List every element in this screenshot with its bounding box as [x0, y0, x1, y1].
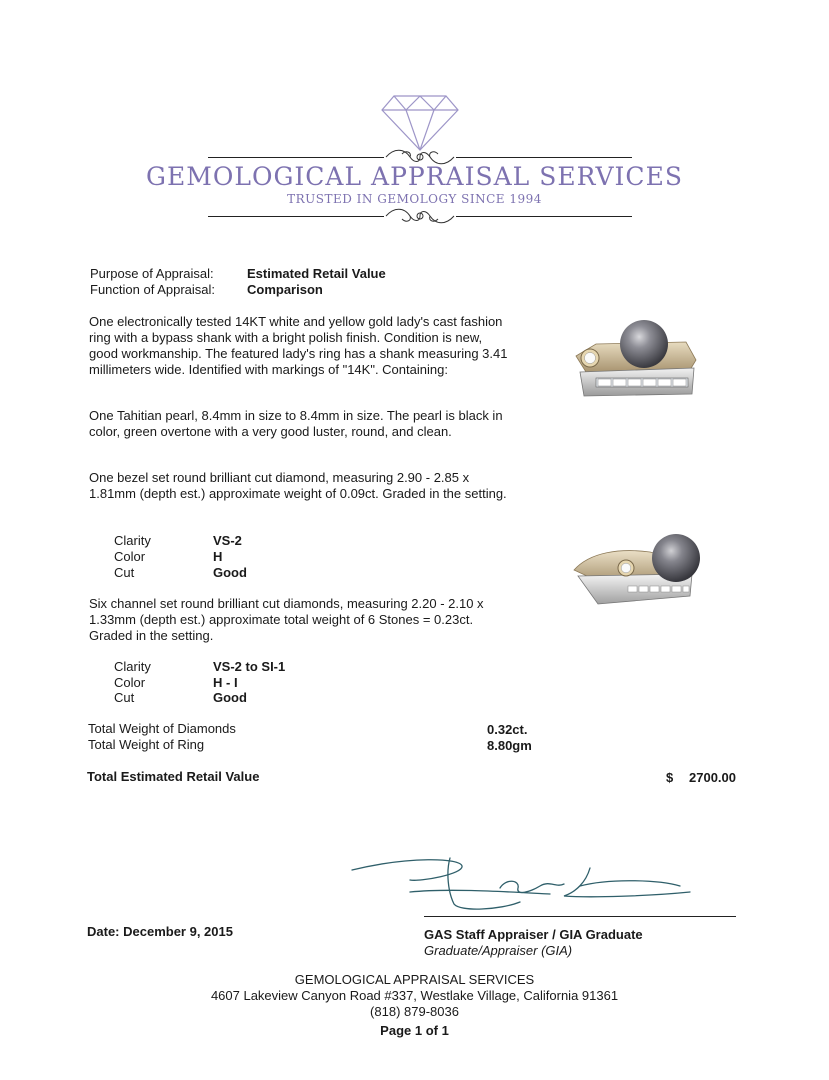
header-rule-top-left: [208, 157, 384, 158]
ring-photo-front: [566, 316, 706, 406]
purpose-label: Purpose of Appraisal:: [90, 266, 214, 281]
grade1-color-value: H: [213, 549, 223, 564]
diamond-outline-icon: [380, 92, 460, 152]
total-ring-value: 8.80gm: [487, 738, 532, 753]
grade2-cut-label: Cut: [114, 690, 135, 705]
pearl-description: One Tahitian pearl, 8.4mm in size to 8.4mm in size. The pearl is black in color, green overtone with a very good luster, round, and clean.: [89, 408, 503, 439]
diamond2-description: Six channel set round brilliant cut diamonds, measuring 2.20 - 2.10 x 1.33mm (depth est.) approximate total weight of 6 Stones = 0.23ct. Graded in the setting.: [89, 596, 484, 643]
grade1-cut-value: Good: [213, 565, 247, 580]
grade1-clarity-label: Clarity: [114, 533, 151, 548]
signature-line: [424, 916, 736, 917]
purpose-value: Estimated Retail Value: [247, 266, 386, 281]
grade2-cut-value: Good: [213, 690, 247, 705]
total-retail-label: Total Estimated Retail Value: [87, 769, 260, 784]
footer-company: GEMOLOGICAL APPRAISAL SERVICES: [294, 972, 535, 987]
grade1-color-label: Color: [114, 549, 146, 564]
header-rule-top-right: [456, 157, 632, 158]
header-rule-bottom-right: [456, 216, 632, 217]
footer-address: 4607 Lakeview Canyon Road #337, Westlake Village, California 91361: [210, 988, 619, 1003]
flourish-bottom-icon: [384, 205, 456, 227]
company-name: GEMOLOGICAL APPRAISAL SERVICES: [146, 162, 683, 191]
function-value: Comparison: [247, 282, 323, 297]
function-label: Function of Appraisal:: [90, 282, 216, 297]
ring-photo-angle: [570, 530, 710, 610]
appraiser-subtitle: Graduate/Appraiser (GIA): [424, 943, 573, 958]
company-tagline: TRUSTED IN GEMOLOGY SINCE 1994: [287, 192, 542, 206]
footer-phone: (818) 879-8036: [370, 1004, 459, 1019]
total-ring-label: Total Weight of Ring: [88, 737, 205, 752]
grade2-clarity-label: Clarity: [114, 659, 151, 674]
ring-description: One electronically tested 14KT white and yellow gold lady's cast fashion ring with a bypass shank with a bright polish finish. Condition is new, good workmanship. The featured lady's ring has a shank measuring 3.41 millimeters wide. Identified with markings of "14K". Containing:: [89, 314, 508, 377]
grade2-clarity-value: VS-2 to SI-1: [213, 659, 286, 674]
retail-value: 2700.00: [689, 770, 736, 785]
total-diamonds-label: Total Weight of Diamonds: [88, 721, 236, 736]
grade1-cut-label: Cut: [114, 565, 135, 580]
grade1-clarity-value: VS-2: [213, 533, 242, 548]
grade2-color-label: Color: [114, 675, 146, 690]
appraisal-date: Date: December 9, 2015: [87, 924, 233, 939]
diamond1-description: One bezel set round brilliant cut diamond, measuring 2.90 - 2.85 x 1.81mm (depth est.) approximate weight of 0.09ct. Graded in the setting.: [89, 470, 507, 501]
page-number: Page 1 of 1: [380, 1023, 449, 1038]
appraiser-signature: [350, 852, 700, 922]
header-rule-bottom-left: [208, 216, 384, 217]
total-diamonds-value: 0.32ct.: [487, 722, 528, 737]
grade2-color-value: H - I: [213, 675, 238, 690]
appraiser-title: GAS Staff Appraiser / GIA Graduate: [424, 927, 643, 942]
retail-currency: $: [666, 770, 674, 785]
